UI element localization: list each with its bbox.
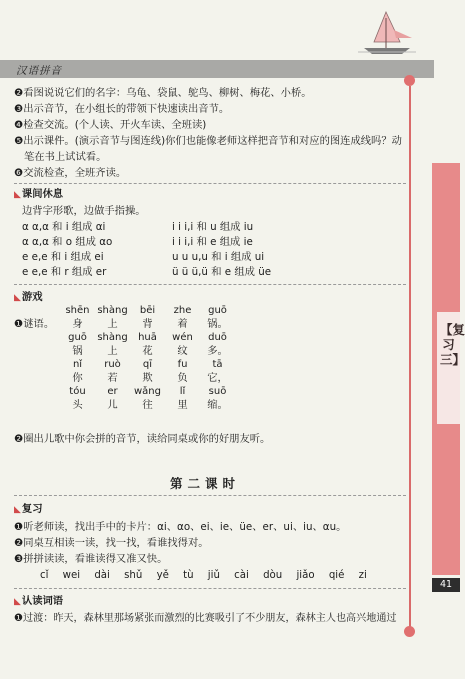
riddle-pinyin: duō — [208, 332, 227, 343]
riddle-pinyin: tā — [212, 359, 223, 370]
header-dot — [404, 75, 415, 86]
riddle-pinyin: shàng — [97, 305, 128, 316]
divider — [14, 183, 406, 184]
riddle-pinyin: nǐ — [72, 359, 83, 370]
side-tab-label: 【复习三】 — [440, 322, 465, 367]
break-heading: ◣课间休息 — [14, 188, 64, 200]
riddle-char: 锅 — [72, 345, 83, 357]
rhyme-line: α α,α 和 o 组成 αo — [22, 236, 113, 248]
rhyme-line: i i i,i 和 e 组成 ie — [172, 236, 253, 248]
divider — [14, 495, 406, 496]
riddle-pinyin: wǎng — [134, 386, 161, 397]
rhyme-line: α α,α 和 i 组成 αi — [22, 221, 106, 233]
riddle-char: 儿 — [107, 399, 118, 411]
step-5-continued: 笔在书上试试看。 — [24, 151, 107, 163]
riddle-label: ❶谜语。 — [14, 318, 55, 330]
riddle-pinyin: suō — [208, 386, 227, 397]
review-item-1: ❶听老师读，找出手中的卡片：αi、αo、ei、ie、üe、er、ui、iu、αu。 — [14, 521, 347, 533]
review-item-3: ❸拼拼读读，看谁读得又准又快。 — [14, 553, 168, 565]
review-pinyin-line: cǐ wei dài shǔ yě tù jiǔ cài dòu jiǎo qié zi — [40, 570, 367, 581]
rhyme-left-column — [22, 220, 112, 280]
step-2: ❷看图说说它们的名字：乌龟、袋鼠、鸵鸟、柳树、梅花、小桥。 — [14, 87, 312, 99]
step-5: ❺出示课件。(演示音节与图连线)你们也能像老师这样把音节和对应的图连成线吗？动 — [14, 135, 402, 147]
rhyme-line: i i i,i 和 u 组成 iu — [172, 221, 254, 233]
page-number: 41 — [432, 578, 460, 592]
game-heading: ◣游戏 — [14, 291, 43, 303]
words-heading: ◣认读词语 — [14, 595, 64, 607]
riddle-pinyin: ruò — [104, 359, 121, 370]
riddle-char: 你 — [72, 372, 83, 384]
game-task-2: ❷圈出儿歌中你会拼的音节，读给同桌或你的好朋友听。 — [14, 433, 271, 445]
riddle-char: 纹 — [177, 345, 188, 357]
lesson-title: 第二课时 — [169, 476, 240, 491]
riddle-pinyin: shàng — [97, 332, 128, 343]
rhyme-right-column — [172, 220, 271, 280]
riddle-pinyin: er — [107, 386, 118, 397]
section-marker-icon: ◣ — [14, 505, 21, 515]
riddle-char: 若 — [107, 372, 118, 384]
break-intro: 边背字形歌，边做手指操。 — [22, 205, 146, 217]
riddle-char: 背 — [142, 318, 153, 330]
rhyme-line: u u u,u 和 i 组成 ui — [172, 251, 265, 263]
riddle-pinyin: bēi — [139, 305, 156, 316]
riddle-pinyin: guō — [208, 305, 227, 316]
riddle-char: 上 — [107, 318, 118, 330]
riddle-pinyin: wén — [172, 332, 193, 343]
riddle-char: 上 — [107, 345, 118, 357]
riddle-pinyin: shēn — [65, 305, 90, 316]
riddle-char: 头 — [72, 399, 83, 411]
step-3: ❸出示音节，在小组长的带领下快速读出音节。 — [14, 103, 230, 115]
riddle-pinyin: qī — [142, 359, 153, 370]
riddle-char: 里 — [177, 399, 188, 411]
header-title: 汉语拼音 — [16, 65, 62, 77]
rhyme-line: ü ü ü,ü 和 e 组成 üe — [172, 266, 272, 278]
review-item-2: ❷同桌互相读一读，找一找，看谁找得对。 — [14, 537, 209, 549]
vertical-rule-dot — [404, 626, 415, 637]
step-6: ❻交流检查，全班齐读。 — [14, 167, 127, 179]
sailboat-logo — [356, 8, 418, 62]
step-4: ❹检查交流。(个人读、开火车读、全班读) — [14, 119, 207, 131]
riddle-char: 它， — [207, 372, 228, 384]
riddle-char: 锅。 — [207, 318, 228, 330]
rhyme-line: e e,e 和 i 组成 ei — [22, 251, 104, 263]
section-marker-icon: ◣ — [14, 190, 21, 200]
divider — [14, 284, 406, 285]
header-band — [0, 60, 434, 78]
riddle-char: 花 — [142, 345, 153, 357]
section-marker-icon: ◣ — [14, 597, 21, 607]
rhyme-line: e e,e 和 r 组成 er — [22, 266, 107, 278]
riddle-pinyin: guō — [68, 332, 87, 343]
riddle-char: 身 — [72, 318, 83, 330]
words-item-1: ❶过渡：昨天，森林里那场紧张而激烈的比赛吸引了不少朋友，森林主人也高兴地通过 — [14, 613, 397, 624]
riddle-pinyin: tóu — [69, 386, 86, 397]
riddle-char: 缩。 — [207, 399, 228, 411]
riddle-pinyin: huā — [138, 332, 157, 343]
review-heading: ◣复习 — [14, 503, 43, 515]
divider — [14, 588, 406, 589]
vertical-rule — [409, 86, 411, 631]
riddle-char: 负 — [177, 372, 188, 384]
section-marker-icon: ◣ — [14, 293, 21, 303]
riddle-pinyin: lǐ — [179, 386, 186, 397]
riddle-char: 着 — [177, 318, 188, 330]
riddle-grid — [60, 305, 235, 413]
riddle-char: 欺 — [142, 372, 153, 384]
riddle-pinyin: zhe — [173, 305, 192, 316]
riddle-pinyin: fu — [177, 359, 188, 370]
riddle-char: 多。 — [207, 345, 228, 357]
riddle-char: 往 — [142, 399, 153, 411]
